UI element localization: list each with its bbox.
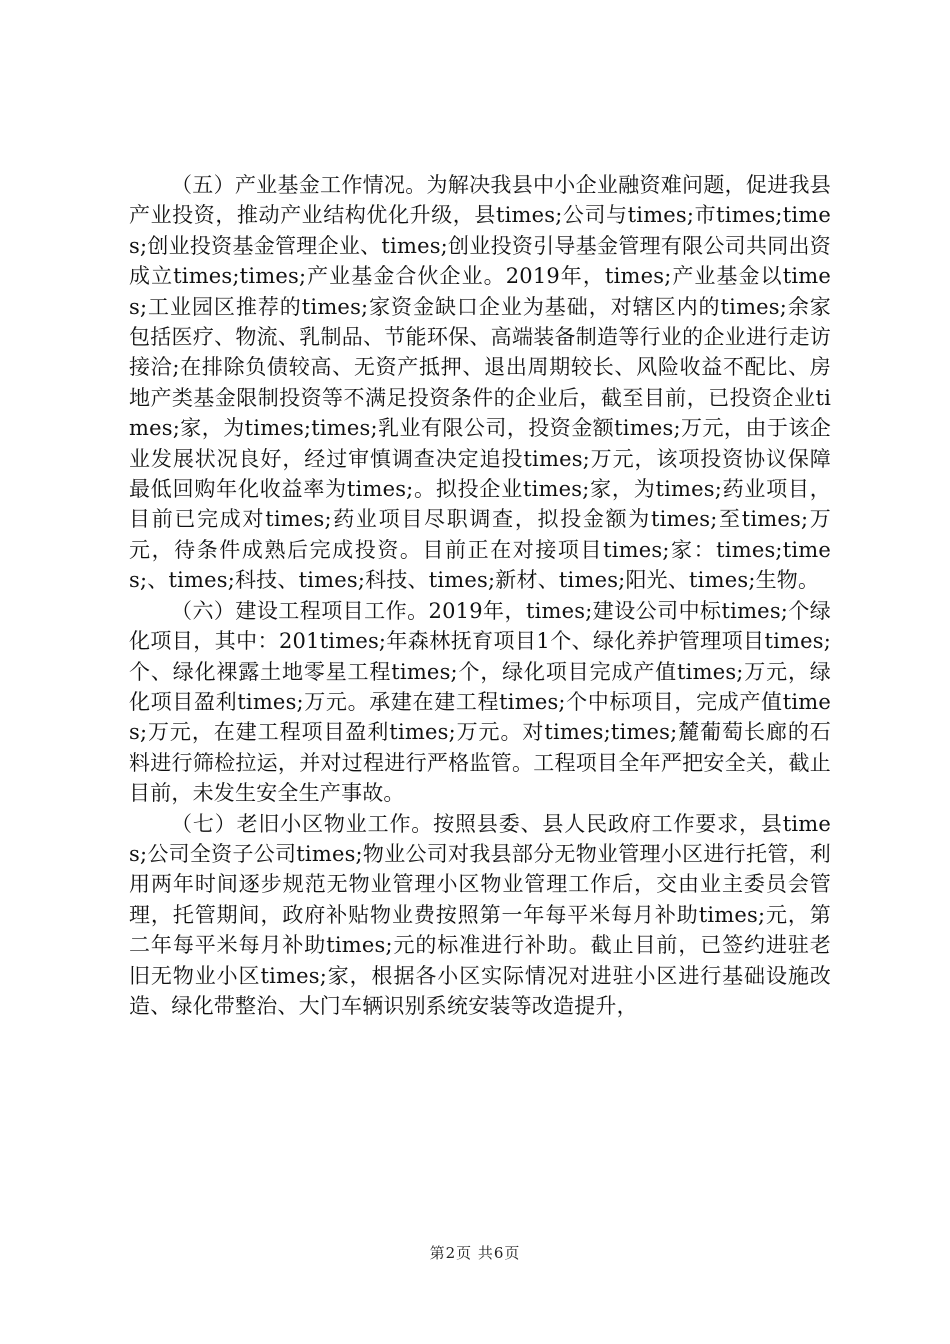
document-body xyxy=(129,170,831,1021)
page-number-footer: 第2页 共6页 xyxy=(429,1244,521,1262)
paragraph-industry-fund: （五）产业基金工作情况。为解决我县中小企业融资难问题，促进我县产业投资，推动产业结构优化升级，县times;公司与times;市times;times;创业投资基金管理企业、times;创业投资引导基金管理有限公司共同出资成立times;times;产业基金合伙企业。2019年，times;产业基金以times;工业园区推荐的times;家资金缺口企业为基础，对辖区内的times;余家包括医疗、物流、乳制品、节能环保、高端装备制造等行业的企业进行走访接洽;在排除负债较高、无资产抵押、退出周期较长、风险收益不配比、房地产类基金限制投资等不满足投资条件的企业后，截至目前，已投资企业times;家，为times;times;乳业有限公司，投资金额times;万元，由于该企业发展状况良好，经过审慎调查决定追投times;万元，该项投资协议保障最低回购年化收益率为times;。拟投企业times;家，为times;药业项目，目前已完成对times;药业项目尽职调查，拟投金额为times;至times;万元，待条件成熟后完成投资。目前正在对接项目times;家：times;times;、times;科技、times;科技、times;新材、times;阳光、times;生物。 xyxy=(129,173,831,593)
paragraph-construction-projects: （六）建设工程项目工作。2019年，times;建设公司中标times;个绿化项目，其中：201times;年森林抚育项目1个、绿化养护管理项目times;个、绿化裸露土地零星工程times;个，绿化项目完成产值times;万元，绿化项目盈利times;万元。承建在建工程times;个中标项目，完成产值times;万元，在建工程项目盈利times;万元。对times;times;麓葡萄长廊的石料进行筛检拉运，并对过程进行严格监管。工程项目全年严把安全关，截止目前，未发生安全生产事故。 xyxy=(129,598,831,806)
paragraph-old-community-property: （七）老旧小区物业工作。按照县委、县人民政府工作要求，县times;公司全资子公司times;物业公司对我县部分无物业管理小区进行托管，利用两年时间逐步规范无物业管理小区物业管理工作后，交由业主委员会管理，托管期间，政府补贴物业费按照第一年每平米每月补助times;元，第二年每平米每月补助times;元的标准进行补助。截止目前，已签约进驻老旧无物业小区times;家，根据各小区实际情况对进驻小区进行基础设施改造、绿化带整治、大门车辆识别系统安装等改造提升， xyxy=(129,811,831,1018)
